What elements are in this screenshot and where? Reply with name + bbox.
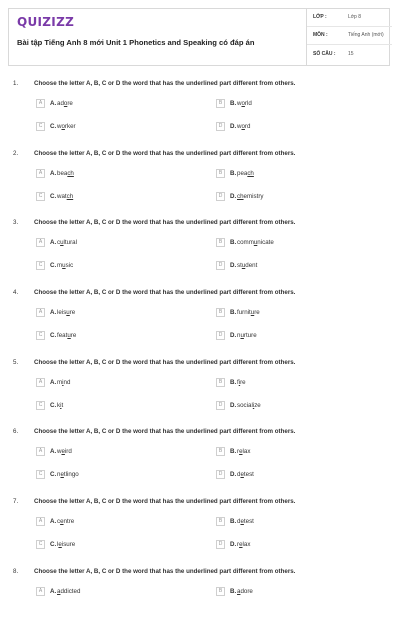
option-letter: A.: [50, 518, 57, 525]
underlined-part: ch: [247, 170, 254, 177]
option-checkbox[interactable]: B: [216, 517, 225, 526]
option-checkbox[interactable]: D: [216, 331, 225, 340]
word-prefix: social: [237, 402, 253, 409]
option-checkbox[interactable]: C: [36, 261, 45, 270]
word-suffix: ird: [64, 448, 72, 455]
word-suffix: rld: [244, 100, 252, 107]
underlined-part: e: [60, 518, 64, 525]
option-checkbox[interactable]: C: [36, 122, 45, 131]
underlined-part: o: [241, 100, 245, 107]
word-suffix: rker: [64, 123, 76, 130]
meta-row-count: [307, 46, 392, 63]
answer-option-c[interactable]: [36, 122, 196, 134]
word-prefix: l: [57, 541, 59, 548]
word-suffix: nd: [63, 379, 71, 386]
option-word: [57, 100, 73, 107]
option-letter: C.: [50, 123, 57, 130]
option-word: [57, 262, 73, 269]
word-prefix: comm: [237, 239, 254, 246]
option-word: [57, 402, 63, 409]
option-letter: A.: [50, 448, 57, 455]
option-checkbox[interactable]: A: [36, 378, 45, 387]
word-suffix: rd: [244, 123, 251, 130]
underlined-part: u: [66, 309, 70, 316]
underlined-part: o: [241, 123, 245, 130]
option-letter: D.: [230, 402, 237, 409]
option-letter: C.: [50, 471, 57, 478]
answer-option-d[interactable]: [216, 540, 376, 552]
option-checkbox[interactable]: A: [36, 238, 45, 247]
option-letter: A.: [50, 379, 57, 386]
answer-option-a[interactable]: [36, 308, 196, 320]
option-letter: D.: [230, 262, 237, 269]
underlined-part: u: [253, 239, 258, 246]
option-word: [237, 193, 263, 200]
option-word: [237, 471, 254, 478]
option-checkbox[interactable]: A: [36, 587, 45, 596]
underlined-part: ch: [237, 193, 244, 200]
answer-option-b[interactable]: [216, 238, 376, 250]
question-number: 2.: [13, 150, 19, 157]
option-letter: C.: [50, 262, 57, 269]
option-word: [237, 332, 257, 339]
option-word: [237, 448, 250, 455]
option-checkbox[interactable]: D: [216, 192, 225, 201]
word-suffix: re: [69, 309, 76, 316]
word-prefix: ad: [57, 100, 64, 107]
meta-label-class: LỚP :: [313, 14, 327, 20]
question-7: [0, 498, 400, 558]
word-prefix: m: [57, 379, 63, 386]
option-letter: D.: [230, 193, 237, 200]
option-checkbox[interactable]: B: [216, 308, 225, 317]
underlined-part: e: [240, 471, 244, 478]
quizizz-logo: QUIZIZZ: [17, 15, 75, 29]
underlined-part: u: [240, 332, 244, 339]
answer-option-c[interactable]: [36, 470, 196, 482]
underlined-part: e: [58, 541, 62, 548]
word-suffix: rture: [243, 332, 257, 339]
option-letter: D.: [230, 471, 237, 478]
option-letter: B.: [230, 448, 237, 455]
question-number: 3.: [13, 219, 19, 226]
answer-option-b[interactable]: [216, 378, 376, 390]
word-suffix: ze: [254, 402, 261, 409]
answer-option-b[interactable]: [216, 169, 376, 181]
option-word: [57, 309, 75, 316]
underlined-part: i: [238, 379, 241, 386]
option-checkbox[interactable]: C: [36, 470, 45, 479]
underlined-part: e: [240, 518, 244, 525]
option-checkbox[interactable]: D: [216, 261, 225, 270]
word-prefix: d: [237, 518, 241, 525]
option-word: [57, 448, 72, 455]
option-checkbox[interactable]: A: [36, 308, 45, 317]
option-letter: A.: [50, 309, 57, 316]
question-number: 7.: [13, 498, 19, 505]
option-word: [237, 379, 246, 386]
option-word: [237, 123, 250, 130]
word-prefix: c: [57, 518, 61, 525]
question-text: Choose the letter A, B, C or D the word that has the underlined part different from others.: [34, 428, 296, 435]
word-suffix: tlingo: [63, 471, 79, 478]
option-letter: B.: [230, 588, 237, 595]
question-number: 6.: [13, 428, 19, 435]
underlined-part: i: [252, 402, 255, 409]
word-suffix: test: [243, 518, 254, 525]
question-6: [0, 428, 400, 488]
question-text: Choose the letter A, B, C or D the word that has the underlined part different from others.: [34, 219, 296, 226]
word-suffix: re: [240, 379, 246, 386]
answer-option-a[interactable]: [36, 517, 196, 529]
word-suffix: test: [243, 471, 254, 478]
word-suffix: re: [70, 332, 77, 339]
option-word: [57, 170, 74, 177]
option-letter: C.: [50, 193, 57, 200]
underlined-part: o: [61, 123, 65, 130]
word-suffix: re: [67, 100, 73, 107]
question-text: Choose the letter A, B, C or D the word that has the underlined part different from others.: [34, 498, 296, 505]
word-prefix: n: [237, 332, 241, 339]
answer-option-c[interactable]: [36, 331, 196, 343]
question-number: 4.: [13, 289, 19, 296]
answer-option-c[interactable]: [36, 401, 196, 413]
option-letter: B.: [230, 100, 237, 107]
question-text: Choose the letter A, B, C or D the word that has the underlined part different from others.: [34, 80, 296, 87]
option-word: [237, 518, 254, 525]
option-word: [237, 588, 253, 595]
option-letter: D.: [230, 332, 237, 339]
meta-row-class: [307, 9, 392, 27]
option-word: [237, 100, 252, 107]
underlined-part: e: [239, 541, 243, 548]
answer-option-a[interactable]: [36, 447, 196, 459]
word-prefix: st: [237, 262, 242, 269]
underlined-part: o: [63, 100, 68, 107]
option-word: [57, 588, 80, 595]
underlined-part: e: [61, 448, 65, 455]
word-suffix: ntre: [63, 518, 75, 525]
option-word: [237, 170, 254, 177]
underlined-part: u: [250, 309, 255, 316]
answer-option-b[interactable]: [216, 308, 376, 320]
worksheet-meta: [306, 9, 392, 65]
word-suffix: dent: [245, 262, 258, 269]
question-number: 5.: [13, 359, 19, 366]
answer-option-b[interactable]: [216, 587, 376, 599]
option-checkbox[interactable]: C: [36, 540, 45, 549]
option-word: [57, 541, 75, 548]
option-word: [237, 309, 260, 316]
option-checkbox[interactable]: B: [216, 378, 225, 387]
underlined-part: a: [237, 588, 241, 595]
underlined-part: ch: [66, 193, 74, 200]
underlined-part: ch: [67, 170, 74, 177]
option-checkbox[interactable]: A: [36, 517, 45, 526]
option-word: [57, 123, 76, 130]
option-letter: B.: [230, 309, 237, 316]
option-letter: C.: [50, 332, 57, 339]
option-checkbox[interactable]: D: [216, 540, 225, 549]
option-letter: B.: [230, 379, 237, 386]
meta-label-count: SỐ CÂU :: [313, 51, 336, 57]
option-checkbox[interactable]: C: [36, 401, 45, 410]
option-letter: D.: [230, 541, 237, 548]
question-text: Choose the letter A, B, C or D the word that has the underlined part different from others.: [34, 568, 296, 575]
option-word: [57, 239, 77, 246]
word-prefix: c: [57, 239, 61, 246]
question-3: [0, 219, 400, 279]
option-word: [57, 518, 74, 525]
underlined-part: i: [62, 379, 64, 386]
option-checkbox[interactable]: D: [216, 470, 225, 479]
option-letter: C.: [50, 541, 57, 548]
underlined-part: u: [67, 332, 71, 339]
option-checkbox[interactable]: D: [216, 401, 225, 410]
answer-option-a[interactable]: [36, 169, 196, 181]
option-word: [57, 193, 73, 200]
question-4: [0, 289, 400, 349]
answer-option-d[interactable]: [216, 122, 376, 134]
question-number: 8.: [13, 568, 19, 575]
option-letter: B.: [230, 239, 237, 246]
answer-option-b[interactable]: [216, 517, 376, 529]
question-text: Choose the letter A, B, C or D the word that has the underlined part different from others.: [34, 359, 296, 366]
option-word: [237, 262, 257, 269]
answer-option-b[interactable]: [216, 99, 376, 111]
question-text: Choose the letter A, B, C or D the word that has the underlined part different from others.: [34, 150, 296, 157]
word-suffix: t: [61, 402, 64, 409]
answer-option-d[interactable]: [216, 261, 376, 273]
option-letter: A.: [50, 170, 57, 177]
word-prefix: leis: [57, 309, 67, 316]
word-suffix: isure: [61, 541, 76, 548]
option-checkbox[interactable]: A: [36, 99, 45, 108]
option-checkbox[interactable]: D: [216, 122, 225, 131]
underlined-part: a: [57, 588, 61, 595]
meta-row-subject: [307, 27, 392, 45]
answer-option-d[interactable]: [216, 331, 376, 343]
answer-option-c[interactable]: [36, 192, 196, 204]
question-number: 1.: [13, 80, 19, 87]
question-8: [0, 568, 400, 628]
option-checkbox[interactable]: B: [216, 169, 225, 178]
meta-label-subject: MÔN :: [313, 32, 328, 38]
word-prefix: feat: [57, 332, 68, 339]
answer-option-b[interactable]: [216, 447, 376, 459]
word-suffix: ddicted: [60, 588, 81, 595]
word-suffix: emistry: [243, 193, 264, 200]
word-prefix: f: [237, 379, 239, 386]
answer-option-a[interactable]: [36, 238, 196, 250]
question-5: [0, 359, 400, 419]
answer-option-d[interactable]: [216, 192, 376, 204]
option-letter: C.: [50, 402, 57, 409]
option-checkbox[interactable]: B: [216, 238, 225, 247]
word-suffix: re: [254, 309, 260, 316]
worksheet-title: Bài tập Tiếng Anh 8 mới Unit 1 Phonetics and Speaking có đáp án: [17, 38, 255, 47]
word-prefix: pea: [237, 170, 248, 177]
word-prefix: k: [57, 402, 61, 409]
answer-option-d[interactable]: [216, 401, 376, 413]
word-prefix: furnit: [237, 309, 251, 316]
worksheet-header: [8, 8, 390, 66]
answer-option-d[interactable]: [216, 470, 376, 482]
option-word: [237, 239, 274, 246]
option-word: [237, 402, 261, 409]
word-prefix: wat: [57, 193, 67, 200]
word-prefix: w: [57, 123, 62, 130]
word-prefix: r: [237, 448, 240, 455]
word-suffix: lax: [242, 448, 251, 455]
question-1: [0, 80, 400, 140]
word-suffix: lax: [242, 541, 251, 548]
option-checkbox[interactable]: A: [36, 169, 45, 178]
word-prefix: r: [237, 541, 240, 548]
option-checkbox[interactable]: B: [216, 447, 225, 456]
option-checkbox[interactable]: B: [216, 99, 225, 108]
option-letter: B.: [230, 170, 237, 177]
word-suffix: dore: [240, 588, 253, 595]
option-word: [57, 379, 70, 386]
option-letter: A.: [50, 588, 57, 595]
option-letter: A.: [50, 100, 57, 107]
option-checkbox[interactable]: C: [36, 331, 45, 340]
word-prefix: w: [57, 448, 62, 455]
option-letter: A.: [50, 239, 57, 246]
meta-value-subject: Tiếng Anh (mới): [348, 32, 384, 38]
word-prefix: w: [237, 100, 242, 107]
answer-option-a[interactable]: [36, 378, 196, 390]
option-letter: D.: [230, 123, 237, 130]
option-checkbox[interactable]: C: [36, 192, 45, 201]
underlined-part: u: [60, 239, 64, 246]
option-letter: B.: [230, 518, 237, 525]
word-suffix: sic: [65, 262, 74, 269]
question-text: Choose the letter A, B, C or D the word that has the underlined part different from others.: [34, 289, 296, 296]
underlined-part: e: [60, 471, 64, 478]
question-2: [0, 150, 400, 210]
answer-option-a[interactable]: [36, 99, 196, 111]
word-prefix: m: [57, 262, 63, 269]
option-word: [237, 541, 250, 548]
answer-option-a[interactable]: [36, 587, 196, 599]
word-prefix: n: [57, 471, 61, 478]
word-prefix: w: [237, 123, 242, 130]
answer-option-c[interactable]: [36, 540, 196, 552]
option-checkbox[interactable]: A: [36, 447, 45, 456]
underlined-part: u: [241, 262, 246, 269]
answer-option-c[interactable]: [36, 261, 196, 273]
underlined-part: i: [60, 402, 62, 409]
underlined-part: e: [239, 448, 243, 455]
option-checkbox[interactable]: B: [216, 587, 225, 596]
word-prefix: bea: [57, 170, 68, 177]
option-word: [57, 471, 79, 478]
word-suffix: nicate: [257, 239, 274, 246]
word-prefix: d: [237, 471, 241, 478]
meta-value-class: Lớp 8: [348, 14, 362, 20]
word-suffix: ltural: [63, 239, 77, 246]
option-word: [57, 332, 76, 339]
underlined-part: u: [62, 262, 66, 269]
meta-value-count: 15: [348, 51, 354, 57]
